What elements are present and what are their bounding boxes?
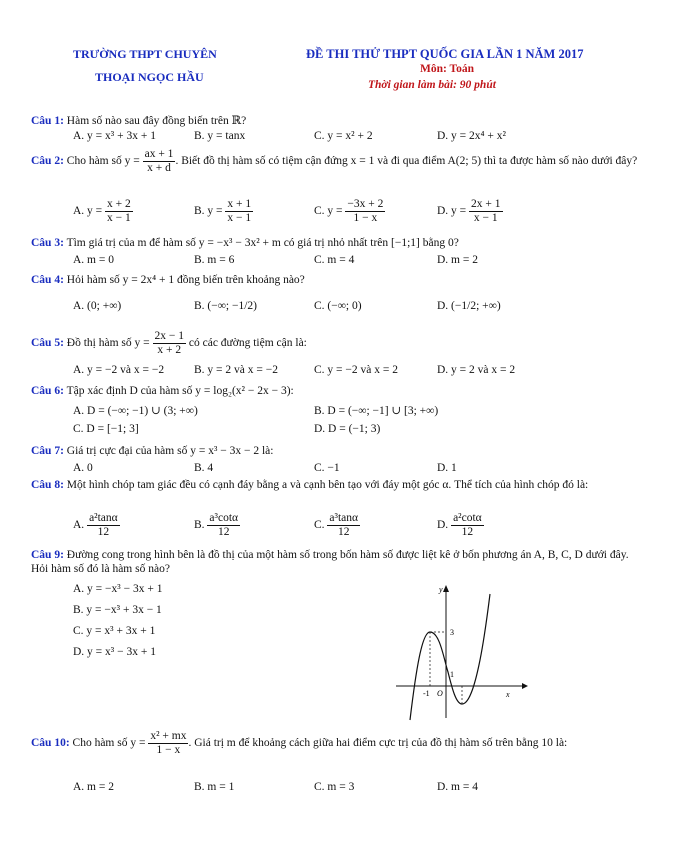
option-3d: D. m = 2 [437, 254, 478, 266]
option-3b: B. m = 6 [194, 254, 235, 266]
option-2d: D. y = $\frac{2x + 1}{x - 1}$ [437, 198, 501, 224]
option-7b: B. 4 [194, 462, 214, 474]
y-tick-label-top: 3 [450, 628, 454, 637]
option-7d: D. 1 [437, 462, 457, 474]
option-10c: C. m = 3 [314, 781, 355, 793]
option-5b: B. y = 2 và x = −2 [194, 364, 278, 376]
option-8d: D. $\frac{\text{a²cotα}}{12}$ [437, 512, 482, 538]
fraction: $\frac{ax + 1}{x + d}$ [144, 148, 174, 174]
option-6a: A. D = (−∞; −1) ∪ (3; +∞) [73, 405, 198, 417]
option-4b: B. (−∞; −1/2) [194, 300, 258, 312]
question-2: Câu 2: Cho hàm số y = $\frac{ax + 1}{x + d}$ . Biết đồ thị hàm số có tiệm cận đứng x = 1 và đi qua điểm A(2; 5) thì ta được hàm số nào dưới đây? [31, 148, 638, 174]
option-6b: B. D = (−∞; −1] ∪ [3; +∞) [314, 405, 439, 417]
option-6d: D. D = (−1; 3) [314, 423, 381, 435]
option-9c: C. y = x³ + 3x + 1 [73, 625, 156, 637]
option-5a: A. y = −2 và x = −2 [73, 364, 165, 376]
x-axis-label: x [506, 690, 510, 699]
graph-curve [410, 594, 490, 720]
option-10a: A. m = 2 [73, 781, 114, 793]
x-axis-arrow [522, 683, 528, 689]
option-8a: A. $\frac{\text{a²tanα}}{12}$ [73, 512, 118, 538]
option-9b: B. y = −x³ + 3x − 1 [73, 604, 162, 616]
option-4c: C. (−∞; 0) [314, 300, 362, 312]
option-1d: D. y = 2x⁴ + x² [437, 130, 506, 142]
option-8b: B. $\frac{\text{a³cotα}}{12}$ [194, 512, 239, 538]
option-9a: A. y = −x³ − 3x + 1 [73, 583, 163, 595]
option-10d: D. m = 4 [437, 781, 478, 793]
question-7: Câu 7: Giá trị cực đại của hàm số y = x³ − 3x − 2 là: [31, 445, 274, 457]
option-3c: C. m = 4 [314, 254, 355, 266]
fraction: $\frac{2x - 1}{x + 2}$ [154, 330, 184, 356]
option-7a: A. 0 [73, 462, 93, 474]
origin-label: O [437, 689, 443, 698]
option-1c: C. y = x² + 2 [314, 130, 373, 142]
exam-time: Thời gian làm bài: 90 phút [368, 79, 496, 91]
option-5d: D. y = 2 và x = 2 [437, 364, 516, 376]
question-10: Câu 10: Cho hàm số y = $\frac{\text{x² + mx}}{1 - x}$ . Giá trị m để khoảng cách giữa hai điểm cực trị của đồ thị hàm số trên bằng 10 là: [31, 730, 568, 756]
function-graph [392, 580, 532, 720]
option-1b: B. y = tanx [194, 130, 246, 142]
option-10b: B. m = 1 [194, 781, 235, 793]
x-tick-label: -1 [423, 689, 430, 698]
question-text: Hàm số nào sau đây đồng biến trên ℝ? [66, 115, 247, 127]
exam-title: ĐỀ THI THỬ THPT QUỐC GIA LẦN 1 NĂM 2017 [306, 47, 584, 61]
option-4d: D. (−1/2; +∞) [437, 300, 501, 312]
option-7c: C. −1 [314, 462, 340, 474]
option-2a: A. y = $\frac{x + 2}{x - 1}$ [73, 198, 131, 224]
option-8c: C. $\frac{\text{a³tanα}}{12}$ [314, 512, 359, 538]
school-name-line1: TRƯỜNG THPT CHUYÊN [73, 47, 217, 61]
question-4: Câu 4: Hỏi hàm số y = 2x⁴ + 1 đồng biến trên khoảng nào? [31, 274, 305, 286]
option-3a: A. m = 0 [73, 254, 114, 266]
question-5: Câu 5: Đồ thị hàm số y = $\frac{2x - 1}{x + 2}$ có các đường tiệm cận là: [31, 330, 307, 356]
option-2b: B. y = $\frac{x + 1}{x - 1}$ [194, 198, 252, 224]
y-tick-label-low: 1 [450, 670, 454, 679]
question-6: Câu 6: Tập xác định D của hàm số y = log₂(x² − 2x − 3): [31, 385, 294, 397]
option-6c: C. D = [−1; 3] [73, 423, 139, 435]
exam-subject: Môn: Toán [420, 63, 475, 75]
fraction: $\frac{\text{x² + mx}}{1 - x}$ [150, 730, 187, 756]
option-4a: A. (0; +∞) [73, 300, 122, 312]
option-1a: A. y = x³ + 3x + 1 [73, 130, 156, 142]
question-1: Câu 1: Hàm số nào sau đây đồng biến trên ℝ? [31, 115, 247, 127]
question-8: Câu 8: Một hình chóp tam giác đều có cạnh đáy bằng a và cạnh bên tạo với đáy một góc α. Thể tích của hình chóp đó là: [31, 479, 589, 491]
y-axis-label: y [439, 585, 443, 594]
question-9: Câu 9: Đường cong trong hình bên là đồ thị của một hàm số trong bốn hàm số được liệt kê ở bốn phương án A, B, C, D dưới đây. Hỏi hàm số đó là hàm số nào? [31, 549, 629, 575]
option-9d: D. y = x³ − 3x + 1 [73, 646, 156, 658]
school-name-line2: THOẠI NGỌC HẦU [95, 70, 204, 84]
question-3: Câu 3: Tìm giá trị của m để hàm số y = −x³ − 3x² + m có giá trị nhỏ nhất trên [−1;1] bằng 0? [31, 237, 459, 249]
option-2c: C. y = $\frac{-3x + 2}{1 - x}$ [314, 198, 384, 224]
y-axis-arrow [443, 585, 449, 592]
option-5c: C. y = −2 và x = 2 [314, 364, 398, 376]
